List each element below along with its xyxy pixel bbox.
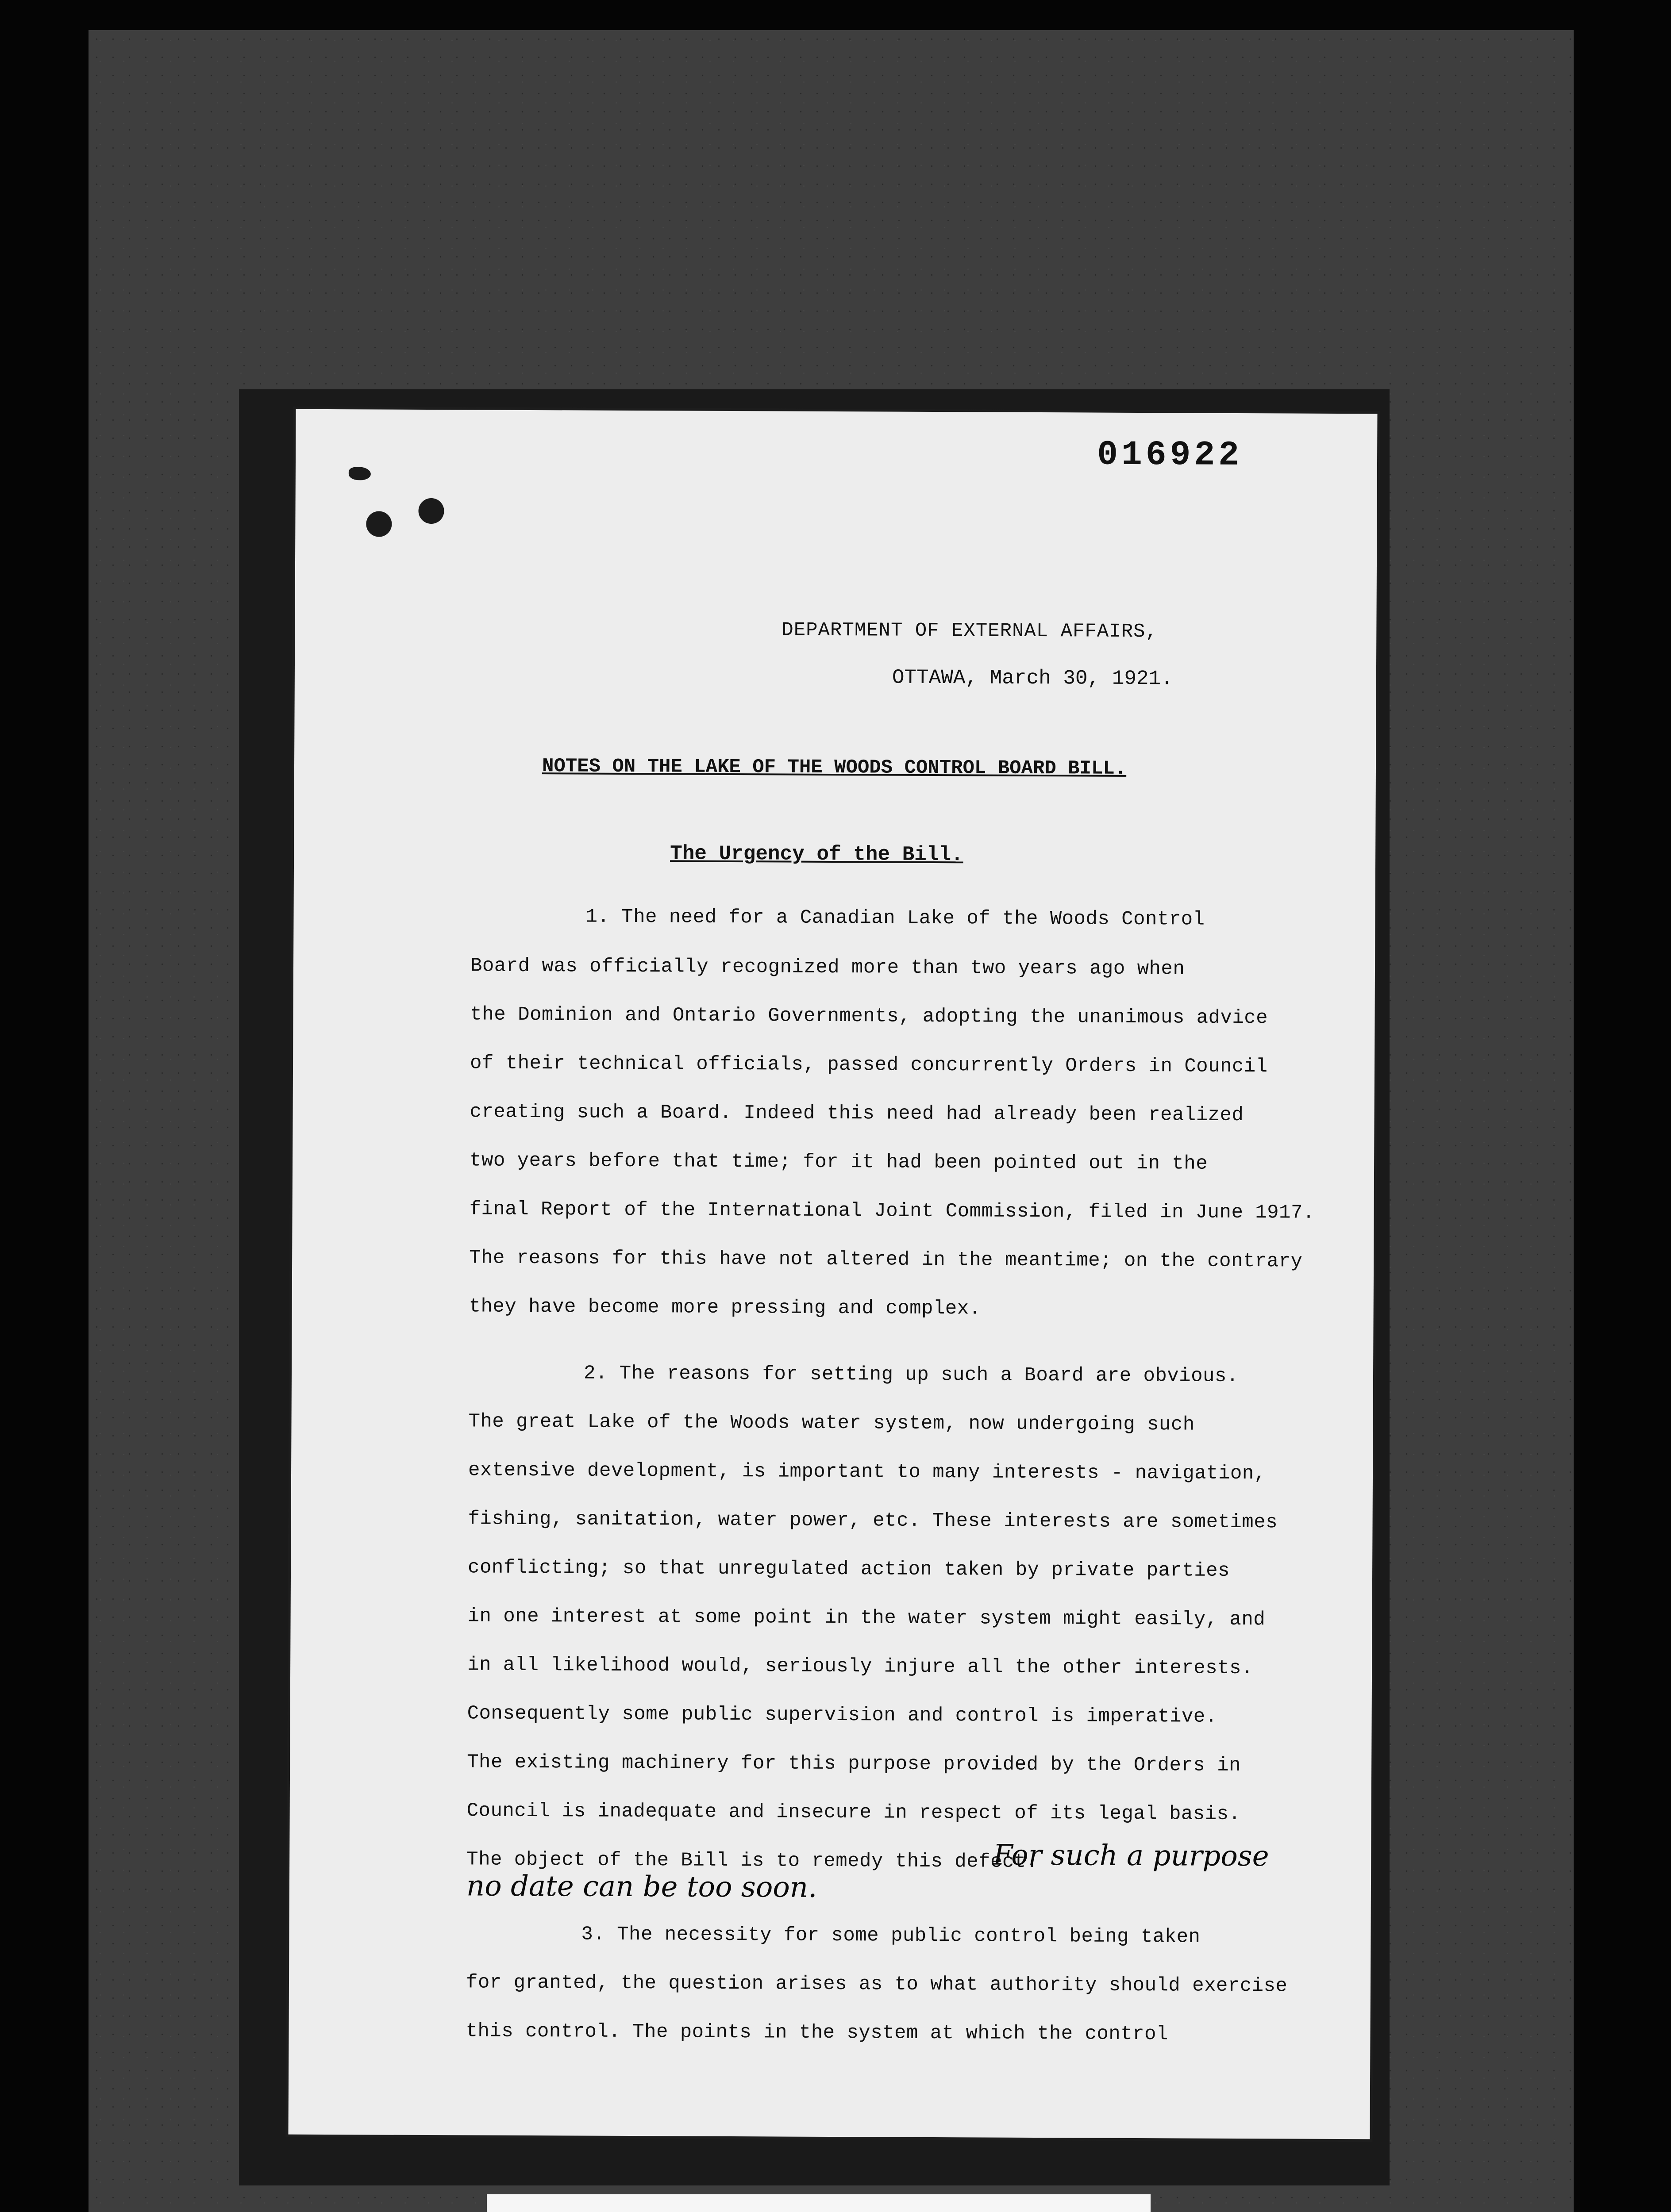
collection-label <box>487 2194 1151 2212</box>
document-page <box>289 409 1378 2139</box>
punch-hole <box>366 511 392 537</box>
document-subtitle: The Urgency of the Bill. <box>670 842 963 867</box>
body-line: Consequently some public supervision and control is imperative. <box>467 1702 1217 1728</box>
body-line: 1. The need for a Canadian Lake of the Woods Control <box>585 906 1205 931</box>
handwritten-annotation: For such a purpose <box>993 1839 1269 1873</box>
punch-mark <box>349 467 371 480</box>
body-line: The great Lake of the Woods water system, now undergoing such <box>468 1410 1195 1436</box>
body-line: The existing machinery for this purpose provided by the Orders in <box>467 1751 1241 1777</box>
body-line: The reasons for this have not altered in the meantime; on the contrary <box>469 1247 1303 1273</box>
body-line: final Report of the International Joint Commission, filed in June 1917. <box>469 1198 1315 1224</box>
body-line: two years before that time; for it had been pointed out in the <box>470 1149 1208 1175</box>
body-line: 3. The necessity for some public control being taken <box>581 1923 1201 1948</box>
body-line: in one interest at some point in the water system might easily, and <box>467 1605 1266 1631</box>
body-line: extensive development, is important to many interests - navigation, <box>468 1459 1266 1485</box>
punch-hole <box>418 498 444 524</box>
handwritten-annotation: no date can be too soon. <box>466 1870 817 1904</box>
body-line: 2. The reasons for setting up such a Board are obvious. <box>583 1362 1239 1388</box>
body-line: conflicting; so that unregulated action taken by private parties <box>467 1556 1230 1582</box>
body-line: fishing, sanitation, water power, etc. These interests are sometimes <box>468 1508 1278 1534</box>
body-line: the Dominion and Ontario Governments, adopting the unanimous advice <box>470 1003 1268 1029</box>
document-stamp-number: 016922 <box>1097 435 1243 476</box>
body-line: of their technical officials, passed concurrently Orders in Council <box>470 1052 1268 1078</box>
body-line: Board was officially recognized more than two years ago when <box>470 955 1185 980</box>
body-line: Council is inadequate and insecure in respect of its legal basis. <box>466 1800 1241 1826</box>
document-title: NOTES ON THE LAKE OF THE WOODS CONTROL BOARD BILL. <box>542 755 1127 780</box>
department-heading: DEPARTMENT OF EXTERNAL AFFAIRS, <box>782 619 1158 643</box>
body-line: they have become more pressing and complex. <box>469 1295 981 1320</box>
body-line: The object of the Bill is to remedy this defect. <box>466 1848 1038 1874</box>
body-line: for granted, the question arises as to what authority should exercise <box>466 1971 1288 1997</box>
body-line: creating such a Board. Indeed this need had already been realized <box>470 1101 1244 1127</box>
body-line: this control. The points in the system at which the control <box>466 2020 1168 2046</box>
dateline: OTTAWA, March 30, 1921. <box>892 666 1173 691</box>
body-line: in all likelihood would, seriously injure all the other interests. <box>467 1654 1253 1680</box>
